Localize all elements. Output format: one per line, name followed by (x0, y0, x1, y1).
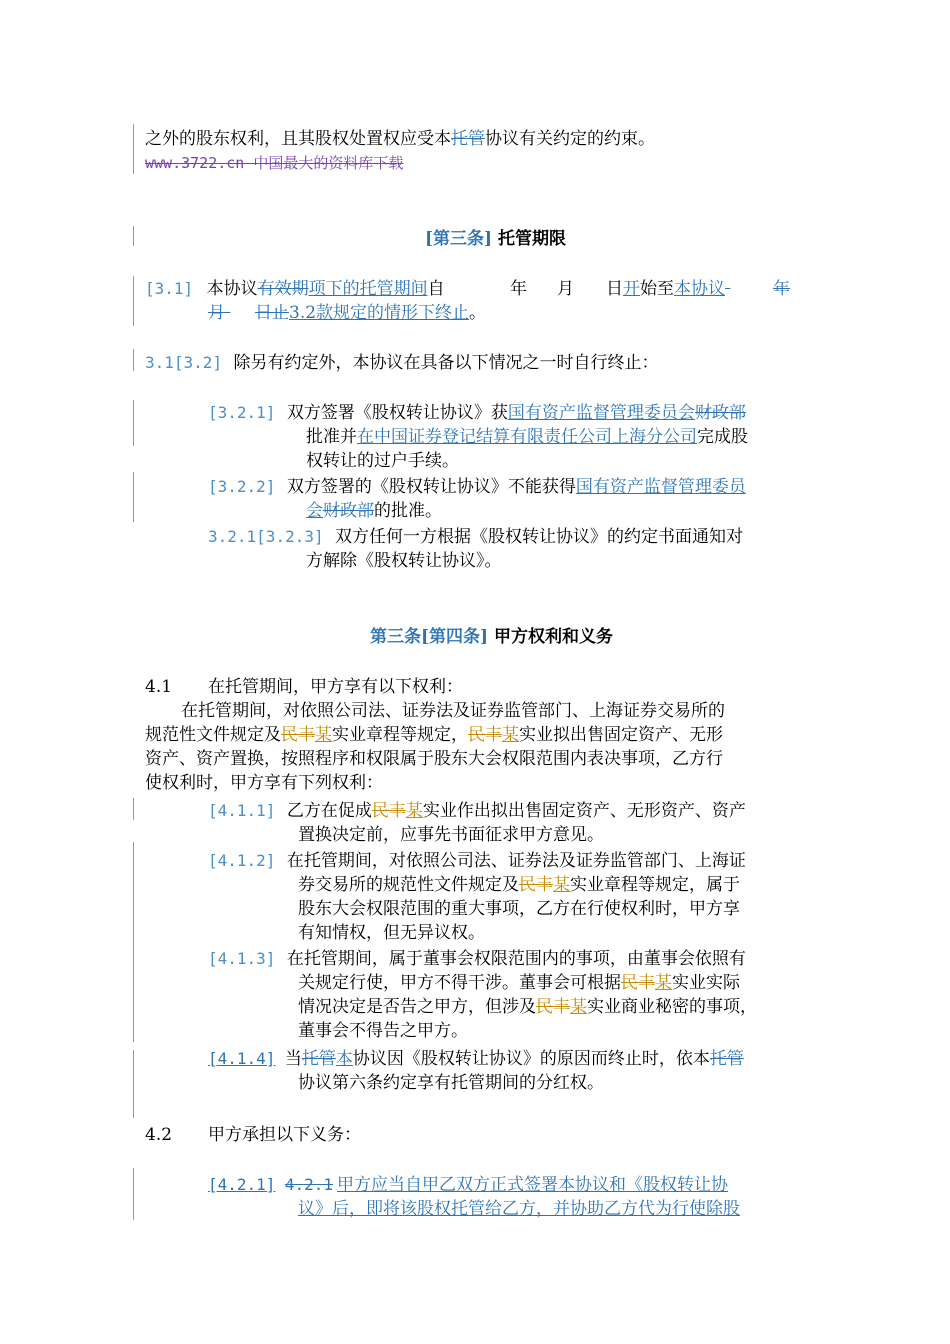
text: 双方签署的《股权转让协议》不能获得 (286, 477, 576, 497)
deleted-text: 托管 (451, 129, 485, 149)
text: 本协议 (206, 279, 258, 299)
clause-4-1-4-line1 (208, 1048, 744, 1070)
deleted-blank (225, 302, 255, 324)
clause-4-1-3-line2 (298, 972, 740, 994)
deleted-blank (725, 278, 773, 300)
inserted-text: 国有资产监督管理委员会 (507, 403, 695, 423)
clause-3-2-3-line2 (306, 550, 502, 572)
article-number-old: 第三条 (370, 627, 421, 647)
article-number: [第三条] (425, 229, 493, 249)
paragraph-continuation (145, 128, 655, 150)
deleted-number: 4.2.1 (284, 1175, 334, 1194)
change-bar (133, 226, 134, 246)
text: 使权利时，甲方享有下列权利： (145, 773, 383, 793)
clause-4-2-1-line1 (208, 1174, 728, 1196)
deleted-text: 托管 (301, 1049, 336, 1069)
text: 资产、资产置换，按照程序和权限属于股东大会权限范围内表决事项，乙方行 (145, 749, 723, 769)
change-bar (133, 1168, 134, 1220)
clause-number: [3.2.2] (208, 477, 276, 496)
text: 乙方在促成 (286, 801, 372, 821)
clause-4-1-number (145, 676, 172, 698)
deleted-text: 民丰 (281, 725, 315, 745)
text: 在托管期间，属于董事会权限范围内的事项，由董事会依照有 (286, 949, 746, 969)
text: 券交易所的规范性文件规定及 (298, 875, 519, 895)
text: 协议第六条约定享有托管期间的分红权。 (298, 1073, 604, 1093)
text: 在托管期间，对依照公司法、证券法及证券监管部门、上海证券交易所的 (181, 701, 725, 721)
clause-3-2-3-line1 (208, 526, 743, 548)
deleted-text: 日止 (255, 303, 289, 323)
clause-number-old: 3.1 (145, 353, 174, 372)
clause-number: [4.1.3] (208, 949, 276, 968)
clause-4-1-body-line4 (145, 772, 383, 794)
text: 有知情权，但无异议权。 (298, 923, 485, 943)
text: 在托管期间，对依照公司法、证券法及证券监管部门、上海证 (286, 851, 746, 871)
change-bar (133, 842, 134, 1042)
text: 的批准。 (374, 501, 442, 521)
change-bar (133, 349, 134, 371)
text: 实业作出拟出售固定资产、无形资产、资产 (422, 801, 746, 821)
text: 关规定行使，甲方不得干涉。董事会可根据 (298, 973, 621, 993)
inserted-text: 某 (405, 801, 423, 821)
clause-number: 4.1 (145, 677, 173, 697)
date-month (557, 278, 574, 300)
date-day (606, 278, 790, 300)
text: 股东大会权限范围的重大事项，乙方在行使权利时，甲方享 (298, 899, 740, 919)
text: 权转让的过户手续。 (306, 451, 459, 471)
deleted-text: 托管 (709, 1049, 744, 1069)
deleted-text: 民丰 (519, 875, 553, 895)
text: 在托管期间，甲方享有以下权利： (208, 677, 463, 697)
inserted-text: 国有资产监督管理委员 (575, 477, 746, 497)
text: 实业章程等规定， (332, 725, 468, 745)
clause-4-1-body-line1 (181, 700, 725, 722)
text: 实业拟出售固定资产、无形 (519, 725, 723, 745)
clause-number: [4.1.1] (208, 801, 276, 820)
inserted-text: 项下的托管期间 (308, 279, 428, 299)
watermark-text[interactable]: www.3722.cn 中国最大的资料库下载 (145, 154, 404, 172)
clause-4-1-1-line1 (208, 800, 746, 822)
change-bar (133, 472, 134, 522)
inserted-text: 某 (655, 973, 672, 993)
deleted-text: 民丰 (371, 801, 406, 821)
text: 年 (510, 279, 527, 299)
clause-3-2 (145, 352, 658, 374)
text: 置换决定前，应事先书面征求甲方意见。 (298, 825, 604, 845)
clause-3-1-line2 (208, 302, 486, 324)
deleted-text: 民丰 (536, 997, 570, 1017)
text: 除另有约定外，本协议在具备以下情况之一时自行终止： (233, 353, 659, 373)
clause-number: 4.2 (145, 1125, 173, 1145)
change-bar (133, 1050, 134, 1118)
clause-4-1-2-line4 (298, 922, 485, 944)
clause-3-2-2-line2 (306, 500, 442, 522)
text: 始至 (640, 279, 674, 299)
change-bar (133, 798, 134, 820)
article-4-heading (370, 626, 613, 648)
clause-4-1-2-line2 (298, 874, 740, 896)
text: 当 (284, 1049, 302, 1069)
text: 日 (606, 279, 623, 299)
watermark-link[interactable] (145, 152, 403, 174)
text: 协议有关约定的约束。 (485, 129, 655, 149)
clause-number: [4.1.4] (208, 1049, 276, 1068)
clause-4-1-3-line4 (298, 1020, 468, 1042)
text: 双方任何一方根据《股权转让协议》的约定书面通知对 (335, 527, 744, 547)
clause-3-1-line1 (145, 278, 445, 300)
inserted-text: 某 (553, 875, 570, 895)
deleted-text: 月 (208, 303, 225, 323)
deleted-text: 财政部 (323, 501, 374, 521)
clause-number: [3.2.1] (208, 403, 276, 422)
clause-4-1-4-line2 (298, 1072, 604, 1094)
article-number: [第四条] (421, 627, 489, 647)
clause-number-old: 3.2.1 (208, 527, 257, 546)
inserted-text: 某 (502, 725, 519, 745)
clause-3-2-1-line2 (306, 426, 748, 448)
text: 自 (427, 279, 445, 299)
inserted-text: 本协议 (674, 279, 725, 299)
text: 批准并 (306, 427, 357, 447)
article-3-heading (425, 228, 566, 250)
change-bar (133, 124, 134, 174)
text: 协议因《股权转让协议》的原因而终止时，依本 (352, 1049, 710, 1069)
text: 情况决定是否告之甲方，但涉及 (298, 997, 536, 1017)
inserted-text: 在中国证券登记结算有限责任公司上海分公司 (357, 427, 697, 447)
clause-4-2-number (145, 1124, 172, 1146)
clause-4-1-body-line3 (145, 748, 723, 770)
inserted-text: 议》后，即将该股权托管给乙方，并协助乙方代为行使除股 (298, 1199, 740, 1219)
clause-number: [3.1] (145, 279, 194, 298)
clause-4-2-title (208, 1124, 361, 1146)
clause-number: [3.2.3] (256, 527, 324, 546)
inserted-text: 会 (306, 501, 323, 521)
clause-number: [3.2] (173, 353, 223, 372)
text: 甲方承担以下义务： (208, 1125, 361, 1145)
deleted-text: 有效期 (257, 279, 309, 299)
inserted-text: 开 (623, 279, 640, 299)
text: 董事会不得告之甲方。 (298, 1021, 468, 1041)
clause-3-2-1-line3 (306, 450, 459, 472)
deleted-text: 财政部 (694, 403, 746, 423)
deleted-text: 年 (773, 279, 790, 299)
text: 双方签署《股权转让协议》获 (286, 403, 508, 423)
deleted-text: 民丰 (621, 973, 655, 993)
text: 完成股 (697, 427, 748, 447)
text: 之外的股东权利，且其股权处置权应受本 (145, 129, 451, 149)
date-year (510, 278, 527, 300)
clause-4-1-1-line2 (298, 824, 604, 846)
text: 实业章程等规定，属于 (570, 875, 740, 895)
clause-4-1-3-line1 (208, 948, 746, 970)
deleted-text: 民丰 (468, 725, 502, 745)
clause-3-2-1-line1 (208, 402, 746, 424)
clause-4-1-body-line2 (145, 724, 723, 746)
text: 实业实际 (672, 973, 740, 993)
article-title: 托管期限 (498, 229, 567, 249)
text: 方解除《股权转让协议》。 (306, 551, 502, 571)
clause-4-1-3-line3 (298, 996, 757, 1018)
clause-3-2-2-line1 (208, 476, 746, 498)
text: 实业商业秘密的事项， (587, 997, 757, 1017)
article-title: 甲方权利和义务 (494, 627, 614, 647)
clause-4-2-1-line2 (298, 1198, 740, 1220)
change-bar (133, 276, 134, 326)
inserted-text: 本 (335, 1049, 353, 1069)
clause-4-1-2-line1 (208, 850, 746, 872)
clause-number: [4.1.2] (208, 851, 276, 870)
inserted-text: 3.2款规定的情形下终止 (289, 303, 470, 323)
text: 月 (557, 279, 574, 299)
text: 。 (469, 303, 487, 323)
text: 规范性文件规定及 (145, 725, 281, 745)
inserted-text: 某 (570, 997, 587, 1017)
change-bar (133, 400, 134, 446)
inserted-text: 某 (315, 725, 332, 745)
inserted-text: 甲方应当自甲乙双方正式签署本协议和《股权转让协 (337, 1175, 729, 1195)
clause-4-1-2-line3 (298, 898, 740, 920)
clause-4-1-title (208, 676, 463, 698)
clause-number: [4.2.1] (208, 1175, 276, 1194)
